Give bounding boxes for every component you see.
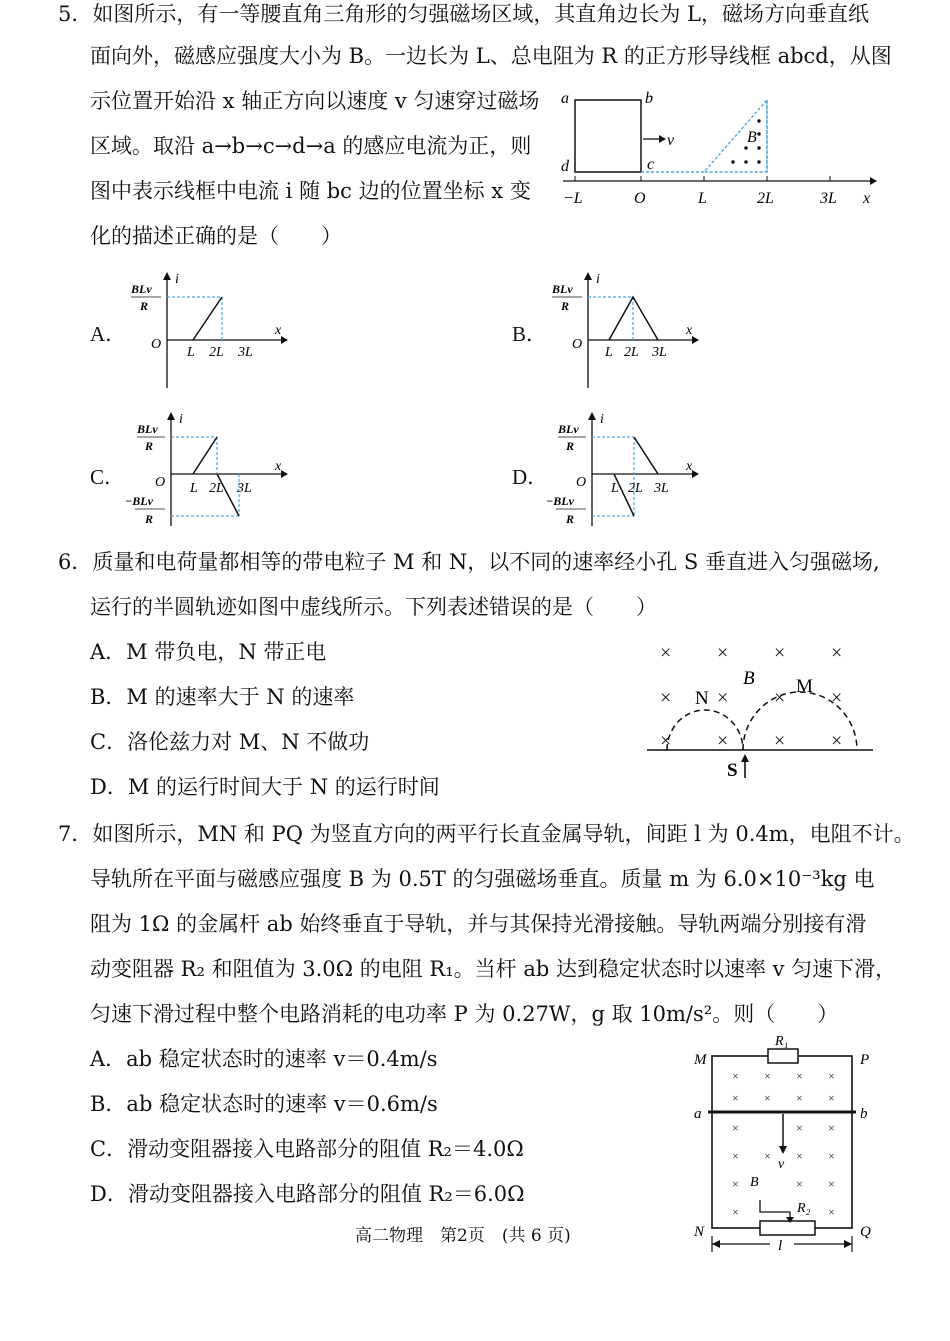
- svg-text:×: ×: [831, 642, 843, 664]
- velocity-label: v: [667, 132, 675, 149]
- q5-graph-c[interactable]: [125, 408, 295, 533]
- svg-text:×: ×: [828, 1149, 835, 1163]
- svg-text:×: ×: [828, 1069, 835, 1083]
- svg-text:a: a: [694, 1106, 702, 1122]
- svg-text:×: ×: [717, 687, 729, 709]
- svg-text:×: ×: [774, 642, 786, 664]
- rheostat-r2: [760, 1221, 815, 1235]
- q5-line-6: 化的描述正确的是（ ）: [90, 224, 342, 248]
- svg-text:×: ×: [764, 1149, 771, 1163]
- svg-text:R: R: [566, 512, 575, 526]
- svg-text:3L: 3L: [652, 345, 667, 360]
- q5-option-d-label[interactable]: D．: [512, 465, 549, 489]
- svg-text:3L: 3L: [237, 481, 252, 496]
- svg-text:BLv: BLv: [558, 422, 579, 436]
- tick-origin: O: [634, 190, 646, 207]
- q5-line-2: 面向外，磁感应强度大小为 B。一边长为 L、总电阻为 R 的正方形导线框 abcd，从图: [90, 44, 892, 68]
- q5-option-a-label[interactable]: A．: [90, 322, 127, 346]
- q6-option-a[interactable]: A．M 带负电，N 带正电: [90, 640, 327, 664]
- svg-text:3L: 3L: [238, 345, 253, 360]
- svg-text:x: x: [686, 323, 693, 338]
- svg-text:×: ×: [796, 1149, 803, 1163]
- q5-graph-d[interactable]: [546, 408, 716, 533]
- svg-text:2L: 2L: [209, 481, 224, 496]
- svg-text:×: ×: [732, 1149, 739, 1163]
- tick-L: L: [698, 190, 707, 207]
- q5-line-1: 5．如图所示，有一等腰直角三角形的匀强磁场区域，其直角边长为 L，磁场方向垂直纸: [58, 2, 869, 26]
- svg-text:L: L: [190, 481, 198, 496]
- svg-text:2L: 2L: [628, 481, 643, 496]
- svg-text:×: ×: [732, 1091, 739, 1105]
- svg-text:×: ×: [796, 1069, 803, 1083]
- label-R2: R₂: [797, 1201, 811, 1216]
- svg-text:O: O: [576, 475, 587, 490]
- svg-text:×: ×: [828, 1205, 835, 1219]
- svg-text:×: ×: [717, 642, 729, 664]
- svg-text:i: i: [175, 272, 179, 287]
- q7-line-3: 阻为 1Ω 的金属杆 ab 始终垂直于导轨，并与其保持光滑接触。导轨两端分别接有滑: [90, 912, 867, 936]
- svg-text:b: b: [860, 1106, 868, 1122]
- svg-text:×: ×: [796, 1091, 803, 1105]
- svg-text:L: L: [605, 345, 613, 360]
- page-footer: 高二物理 第2页 (共 6 页): [355, 1226, 571, 1246]
- svg-text:×: ×: [732, 1121, 739, 1135]
- svg-text:v: v: [778, 1157, 785, 1172]
- svg-text:×: ×: [828, 1091, 835, 1105]
- svg-text:M: M: [694, 1052, 707, 1068]
- q5-graph-b[interactable]: [546, 268, 716, 393]
- svg-text:L: L: [611, 481, 619, 496]
- svg-text:BLv: BLv: [131, 282, 152, 296]
- svg-text:Q: Q: [860, 1224, 871, 1240]
- q7-figure: [690, 1032, 890, 1262]
- label-N: N: [695, 688, 709, 709]
- svg-text:×: ×: [660, 687, 672, 709]
- q5-option-c-label[interactable]: C．: [90, 465, 126, 489]
- svg-text:−BLv: −BLv: [546, 494, 574, 508]
- svg-text:×: ×: [831, 730, 843, 752]
- resistor-r1: [768, 1049, 798, 1063]
- corner-b: b: [645, 90, 653, 107]
- svg-text:−BLv: −BLv: [125, 494, 153, 508]
- svg-text:x: x: [686, 459, 693, 474]
- svg-text:×: ×: [828, 1121, 835, 1135]
- q5-option-b-label[interactable]: B．: [512, 322, 548, 346]
- svg-text:2L: 2L: [209, 345, 224, 360]
- q6-option-c[interactable]: C．洛伦兹力对 M、N 不做功: [90, 730, 370, 754]
- svg-text:L: L: [187, 345, 195, 360]
- svg-text:i: i: [179, 412, 183, 427]
- q6-line-1: 6．质量和电荷量都相等的带电粒子 M 和 N，以不同的速率经小孔 S 垂直进入匀强磁场,: [58, 550, 880, 574]
- svg-text:2L: 2L: [624, 345, 639, 360]
- svg-text:l: l: [778, 1238, 783, 1254]
- svg-text:R: R: [566, 439, 575, 453]
- q5-line-5: 图中表示线框中电流 i 随 bc 边的位置坐标 x 变: [90, 179, 531, 203]
- svg-text:B: B: [750, 1175, 759, 1190]
- svg-text:×: ×: [828, 1177, 835, 1191]
- corner-a: a: [561, 90, 569, 107]
- svg-text:P: P: [860, 1052, 870, 1068]
- q6-option-b[interactable]: B．M 的速率大于 N 的速率: [90, 685, 355, 709]
- svg-text:×: ×: [796, 1121, 803, 1135]
- q5-graph-a[interactable]: [125, 268, 295, 393]
- q5-line-4: 区域。取沿 a→b→c→d→a 的感应电流为正，则: [90, 134, 532, 158]
- svg-text:x: x: [275, 459, 282, 474]
- q7-line-1: 7．如图所示，MN 和 PQ 为竖直方向的两平行长直金属导轨，间距 l 为 0.4m，电阻不计。: [58, 822, 915, 846]
- corner-d: d: [561, 158, 569, 175]
- svg-text:×: ×: [732, 1069, 739, 1083]
- trajectory-n: [667, 710, 743, 750]
- q7-option-c[interactable]: C．滑动变阻器接入电路部分的阻值 R₂＝4.0Ω: [90, 1137, 524, 1161]
- svg-text:N: N: [694, 1224, 705, 1240]
- q7-line-4: 动变阻器 R₂ 和阻值为 3.0Ω 的电阻 R₁。当杆 ab 达到稳定状态时以速率 v 匀速下滑，: [90, 957, 897, 981]
- svg-text:i: i: [600, 412, 604, 427]
- svg-text:R: R: [561, 299, 570, 313]
- label-B: B: [743, 668, 755, 689]
- svg-text:x: x: [275, 323, 282, 338]
- q6-line-2: 运行的半圆轨迹如图中虚线所示。下列表述错误的是（ ）: [90, 595, 657, 619]
- svg-text:R: R: [145, 512, 154, 526]
- label-R1: R₁: [775, 1034, 789, 1049]
- svg-text:BLv: BLv: [552, 282, 573, 296]
- svg-text:×: ×: [764, 1069, 771, 1083]
- svg-text:×: ×: [774, 730, 786, 752]
- corner-c: c: [647, 156, 655, 173]
- svg-text:i: i: [596, 272, 600, 287]
- svg-text:×: ×: [774, 687, 786, 709]
- svg-text:O: O: [572, 337, 583, 352]
- svg-text:×: ×: [660, 730, 672, 752]
- svg-text:3L: 3L: [654, 481, 669, 496]
- label-S: S: [727, 760, 738, 781]
- svg-text:BLv: BLv: [137, 422, 158, 436]
- x-axis-arrow: [870, 177, 877, 185]
- svg-text:R: R: [140, 299, 149, 313]
- svg-text:×: ×: [831, 687, 843, 709]
- tick-2L: 2L: [757, 190, 774, 207]
- svg-text:O: O: [155, 475, 166, 490]
- q6-figure: [645, 636, 880, 786]
- field-label: B: [747, 129, 757, 146]
- label-M: M: [796, 676, 813, 697]
- axis-x-label: x: [863, 190, 871, 207]
- q5-figure: [555, 85, 885, 215]
- svg-text:×: ×: [660, 642, 672, 664]
- tick-neg-L: −L: [563, 190, 583, 207]
- svg-text:R: R: [145, 439, 154, 453]
- q7-option-a[interactable]: A．ab 稳定状态时的速率 v＝0.4m/s: [90, 1047, 438, 1071]
- svg-text:O: O: [151, 337, 162, 352]
- q7-line-2: 导轨所在平面与磁感应强度 B 为 0.5T 的匀强磁场垂直。质量 m 为 6.0×10⁻³kg 电: [90, 867, 875, 891]
- q5-line-3: 示位置开始沿 x 轴正方向以速度 v 匀速穿过磁场: [90, 89, 540, 113]
- svg-text:×: ×: [732, 1205, 739, 1219]
- svg-text:×: ×: [764, 1091, 771, 1105]
- q7-option-d[interactable]: D．滑动变阻器接入电路部分的阻值 R₂＝6.0Ω: [90, 1182, 525, 1206]
- tick-3L: 3L: [820, 190, 837, 207]
- svg-text:×: ×: [732, 1177, 739, 1191]
- svg-text:×: ×: [717, 730, 729, 752]
- q7-option-b[interactable]: B．ab 稳定状态时的速率 v＝0.6m/s: [90, 1092, 438, 1116]
- q6-option-d[interactable]: D．M 的运行时间大于 N 的运行时间: [90, 775, 440, 799]
- wire-frame-square: [575, 100, 641, 172]
- svg-text:×: ×: [796, 1177, 803, 1191]
- q7-line-5: 匀速下滑过程中整个电路消耗的电功率 P 为 0.27W，g 取 10m/s²。则（ ）: [90, 1002, 839, 1026]
